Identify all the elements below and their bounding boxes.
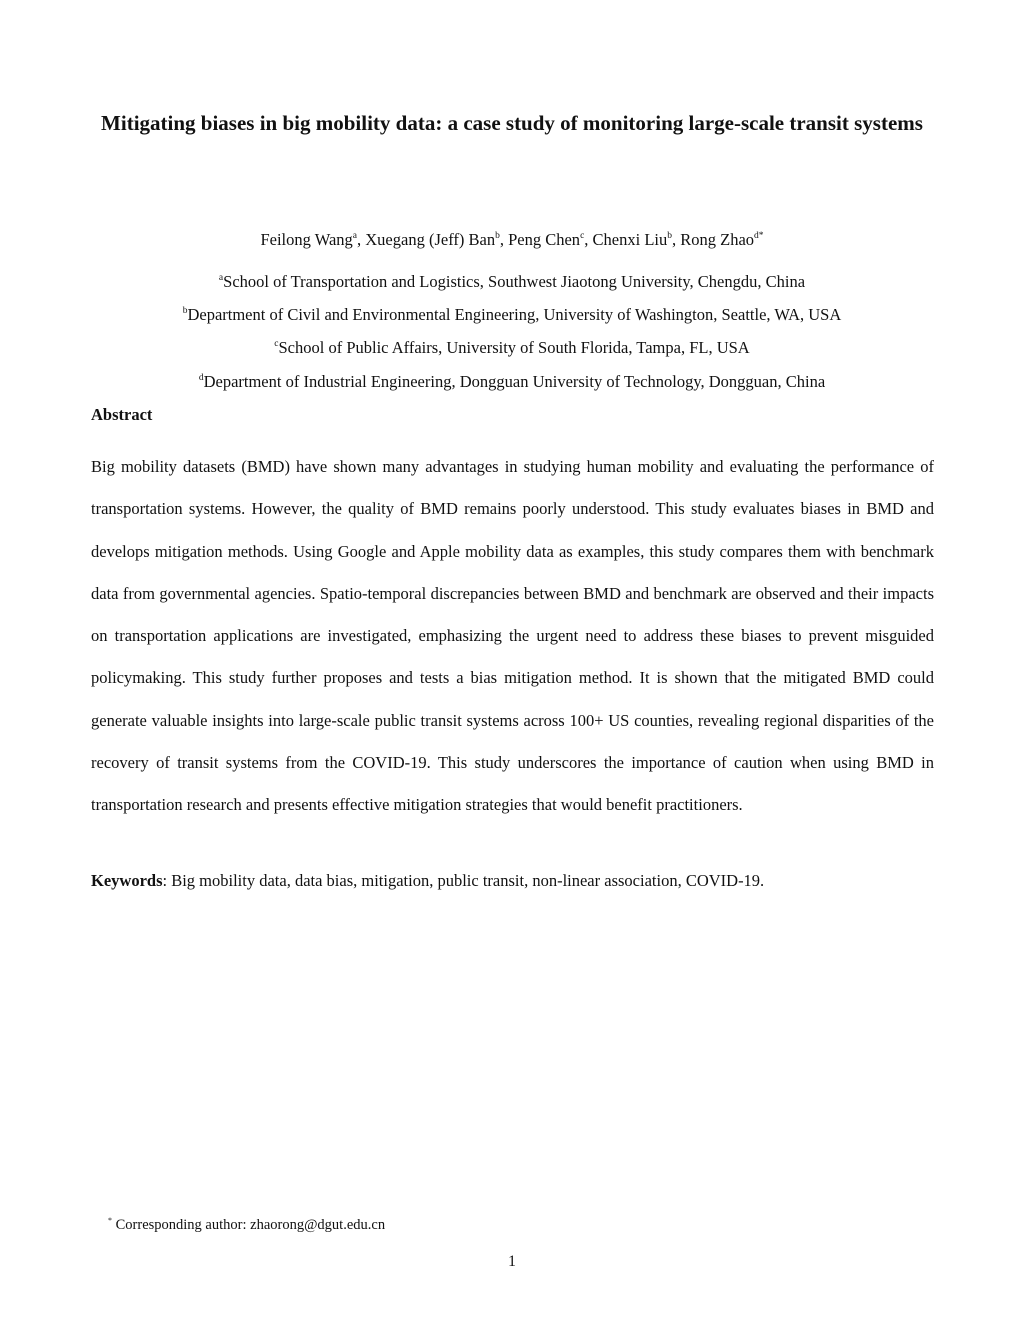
affiliation-mark: a [218, 273, 224, 283]
abstract-body: Big mobility datasets (BMD) have shown many advantages in studying human mobility and evaluating the performance of transportation systems. However, the quality of BMD remains poorly understood. This study evaluates biases in BMD and develops mitigation methods. Using Google and Apple mobility data as examples, this study compares them with benchmark data from governmental agencies. Spatio-temporal discrepancies between BMD and benchmark are observed and their impacts on transportation applications are investigated, emphasizing the urgent need to address these biases to prevent misguided policymaking. This study further proposes and tests a bias mitigation method. It is shown that the mitigated BMD could generate valuable insights into large-scale public transit systems across 100+ US counties, revealing regional disparities of the recovery of transit systems from the COVID-19. This study underscores the importance of caution when using BMD in transportation research and presents effective mitigation strategies that would benefit practitioners. [91, 457, 934, 815]
abstract-heading: Abstract [91, 405, 153, 424]
author: Rong Zhao$^{d*}$ [680, 230, 764, 249]
author: Xuegang (Jeff) Ban$^b$, [365, 230, 509, 249]
footnote-mark: * [108, 1216, 112, 1225]
page-number: 1 [508, 1253, 516, 1270]
author-affiliation-mark: b [495, 231, 500, 241]
author-affiliation-mark: c [580, 231, 585, 241]
author: Feilong Wang$^a$, [260, 230, 366, 249]
corresponding-author-footnote [108, 1214, 385, 1236]
footnote-text: Corresponding author: zhaorong@dgut.edu.cn [115, 1217, 386, 1233]
author-affiliation-mark: a [352, 231, 358, 241]
author-list [90, 228, 934, 252]
author: Chenxi Liu$^b$, [592, 230, 681, 249]
affiliation-d: $^d$Department of Industrial Engineering, Dongguan University of Technology, Dongguan, China [198, 372, 826, 391]
affiliation-mark: d [198, 373, 204, 383]
keywords-text: : Big mobility data, data bias, mitigation, public transit, non-linear association, COVID-19. [162, 871, 765, 890]
paper-title: Mitigating biases in big mobility data: a case study of monitoring large-scale transit systems [101, 111, 923, 135]
affiliation-b: $^b$Department of Civil and Environmental Engineering, University of Washington, Seattle, WA, USA [182, 305, 842, 324]
affiliation-a: $^a$School of Transportation and Logistics, Southwest Jiaotong University, Chengdu, China [218, 272, 806, 291]
author-affiliation-mark: d* [754, 231, 764, 241]
affiliation-c: $^c$School of Public Affairs, University of South Florida, Tampa, FL, USA [274, 338, 750, 357]
keywords-label: Keywords [91, 871, 163, 890]
affiliation-mark: b [182, 306, 188, 316]
keywords [91, 869, 934, 893]
affiliation-mark: c [274, 339, 279, 349]
author: Peng Chen$^c$, [508, 230, 593, 249]
author-affiliation-mark: b [667, 231, 672, 241]
